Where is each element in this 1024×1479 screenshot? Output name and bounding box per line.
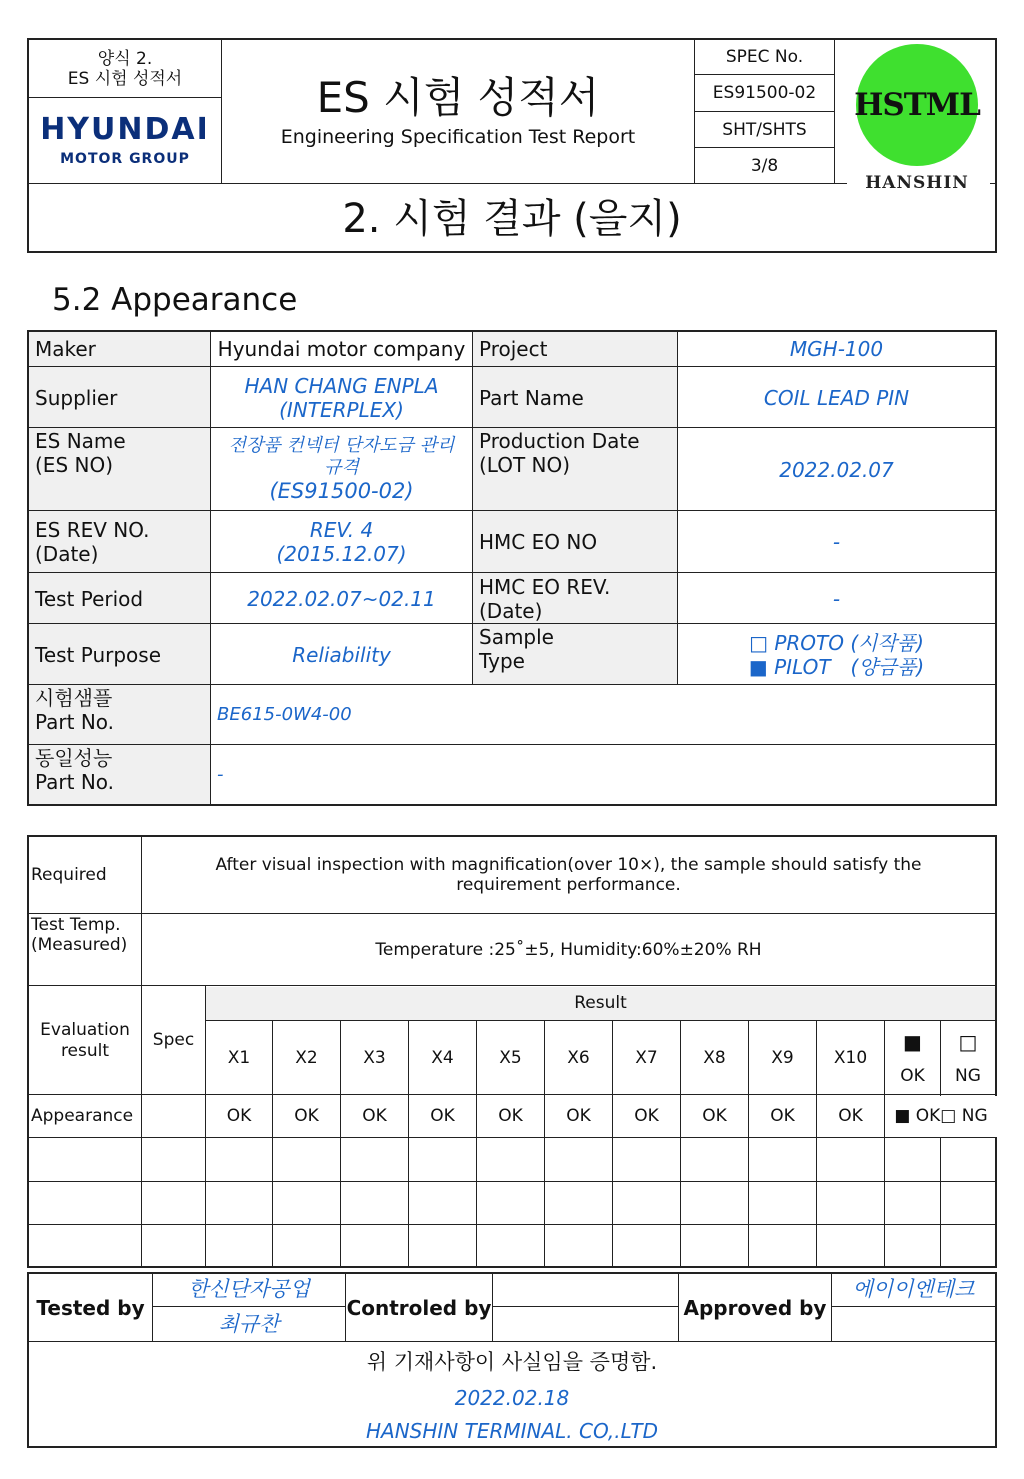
form-label: 양식 2. [97,48,153,69]
required-label: Required [31,864,107,885]
hstml-logo-text: HSTML [854,87,980,124]
sample-part-label-1: 시험샘플 [35,686,113,710]
prod-date-label [473,429,677,510]
result-value-x5: OK [498,1106,523,1127]
temp-label-2: (Measured) [31,935,128,956]
approved-by-company: 에이이엔테크 [852,1277,975,1302]
result-value-x1: OK [226,1106,252,1127]
column-header-x3: X3 [363,1047,386,1068]
equiv-part-label-1: 동일성능 [35,746,113,770]
sample-type-label [473,625,677,684]
es-name-value-1: 전장품 컨넥터 단자도금 관리 [228,435,455,457]
result-value-x8: OK [702,1106,727,1127]
column-header-x6: X6 [567,1047,590,1068]
ng-label: NG [955,1065,981,1086]
doc-title: ES 시험 성적서 [316,72,600,122]
ng-column-header [941,1022,995,1094]
spec-label: SPEC No. [725,46,804,67]
sample-part-label-2: Part No. [35,710,115,734]
result-value-x2: OK [294,1106,319,1127]
es-name-value-3: (ES91500-02) [269,478,414,503]
row-appearance-item: Appearance [31,1106,134,1127]
sht-label: SHT/SHTS [722,119,807,140]
ng-checkbox-mark: □ [958,1029,978,1054]
hmc-eo-label: HMC EO NO [479,530,598,554]
column-header-x2: X2 [295,1047,318,1068]
es-rev-value [211,512,472,572]
column-header-x5: X5 [499,1047,522,1068]
maker-label: Maker [35,337,96,361]
form-label-cell [29,42,221,96]
supplier-value-2: (INTERPLEX) [279,397,404,422]
equiv-part-label-2: Part No. [35,770,115,794]
column-header-x4: X4 [431,1047,454,1068]
section-title: 2. 시험 결과 (을지) [342,195,682,242]
test-period-value: 2022.02.07~02.11 [247,586,436,611]
tested-by-company: 한신단자공업 [188,1277,310,1302]
column-header-x8: X8 [703,1047,726,1068]
doc-subtitle: Engineering Specification Test Report [280,126,636,149]
certification-company: HANSHIN TERMINAL. CO,.LTD [365,1419,659,1443]
project-value: MGH-100 [789,337,884,361]
result-value-x7: OK [634,1106,659,1127]
supplier-label: Supplier [35,385,118,410]
row-verdict: ■ OK□ NG [885,1096,997,1137]
spec-column-header: Spec [152,1030,195,1051]
sample-type-label-2: Type [479,649,525,673]
hyundai-logo [29,100,221,182]
temp-label [29,915,141,985]
required-text: After visual inspection with magnification(over 10×), the sample should satisfy the requirement performance. [215,854,922,895]
result-value-x9: OK [770,1106,795,1127]
eval-label-1: Evaluation [40,1020,130,1041]
result-value-x6: OK [566,1106,591,1127]
es-name-label-1: ES Name [35,429,126,453]
hyundai-logo-text: HYUNDAI [40,111,210,147]
hyundai-logo-sub: MOTOR GROUP [60,150,190,167]
equiv-part-label [29,746,210,804]
equiv-part-value: - [217,764,224,786]
es-rev-label: ES REV NO. (Date) [35,518,150,566]
es-rev-value-2: (2015.12.07) [276,542,407,566]
spec-no: ES91500-02 [712,83,817,104]
ok-label: OK [900,1065,925,1086]
maker-value: Hyundai motor company [217,337,466,361]
approved-by-label: Approved by [683,1295,827,1320]
column-header-x1: X1 [227,1047,251,1068]
hanshin-logo-text: HANSHIN [865,172,969,193]
temp-text: Temperature :25˚±5, Humidity:60%±20% RH [375,939,762,960]
ok-checkbox-mark: ■ [903,1029,922,1054]
temp-label-1: Test Temp. [31,915,121,935]
result-header: Result [574,993,627,1014]
es-name-value-2: 규격 [324,456,359,478]
controlled-by-label: Controled by [346,1295,492,1320]
eval-label-2: result [60,1040,110,1061]
supplier-value-1: HAN CHANG ENPLA [244,373,439,398]
column-header-x7: X7 [635,1047,658,1068]
sample-pilot-checkbox: ■ PILOT (양금품) [748,654,925,679]
sht-value: 3/8 [750,155,779,176]
column-header-x10: X10 [833,1047,868,1068]
supplier-value [211,368,472,427]
sample-part-value: BE615-0W4-00 [217,704,352,726]
test-purpose-value: Reliability [292,642,391,667]
prod-date-label-1: Production Date [479,429,640,453]
part-name-label: Part Name [479,385,584,410]
part-name-value: COIL LEAD PIN [763,385,910,410]
sample-type-label-1: Sample [479,625,554,649]
certification-date: 2022.02.18 [454,1386,570,1410]
ok-column-header [885,1022,940,1094]
section-heading: 5.2 Appearance [52,282,298,318]
tested-by-person: 최규찬 [218,1311,280,1336]
form-title: ES 시험 성적서 [67,69,183,89]
hmc-eo-rev-label: HMC EO REV. (Date) [479,574,611,623]
sample-proto-checkbox: □ PROTO (시작품) [749,630,924,655]
tested-by-label: Tested by [36,1295,145,1320]
project-label: Project [479,337,548,361]
certification-text: 위 기재사항이 사실임을 증명함. [366,1350,658,1375]
es-name-label [29,429,210,510]
es-name-label-2: (ES NO) [35,453,113,477]
hmc-eo-rev-value: - [832,586,841,611]
prod-date-value: 2022.02.07 [779,457,894,482]
result-value-x3: OK [362,1106,387,1127]
es-name-value [211,429,472,510]
result-value-x10: OK [838,1106,863,1127]
test-purpose-label: Test Purpose [35,642,162,667]
test-period-label: Test Period [35,586,144,611]
prod-date-label-2: (LOT NO) [479,453,571,477]
sample-part-label [29,686,210,744]
doc-title-cell [222,40,694,183]
column-header-x9: X9 [771,1047,794,1068]
sample-type-options [678,625,995,684]
hstml-logo [851,42,983,193]
hmc-eo-value: - [832,530,841,554]
result-value-x4: OK [430,1106,455,1127]
es-rev-value-1: REV. 4 [309,518,374,542]
eval-label [29,987,141,1094]
